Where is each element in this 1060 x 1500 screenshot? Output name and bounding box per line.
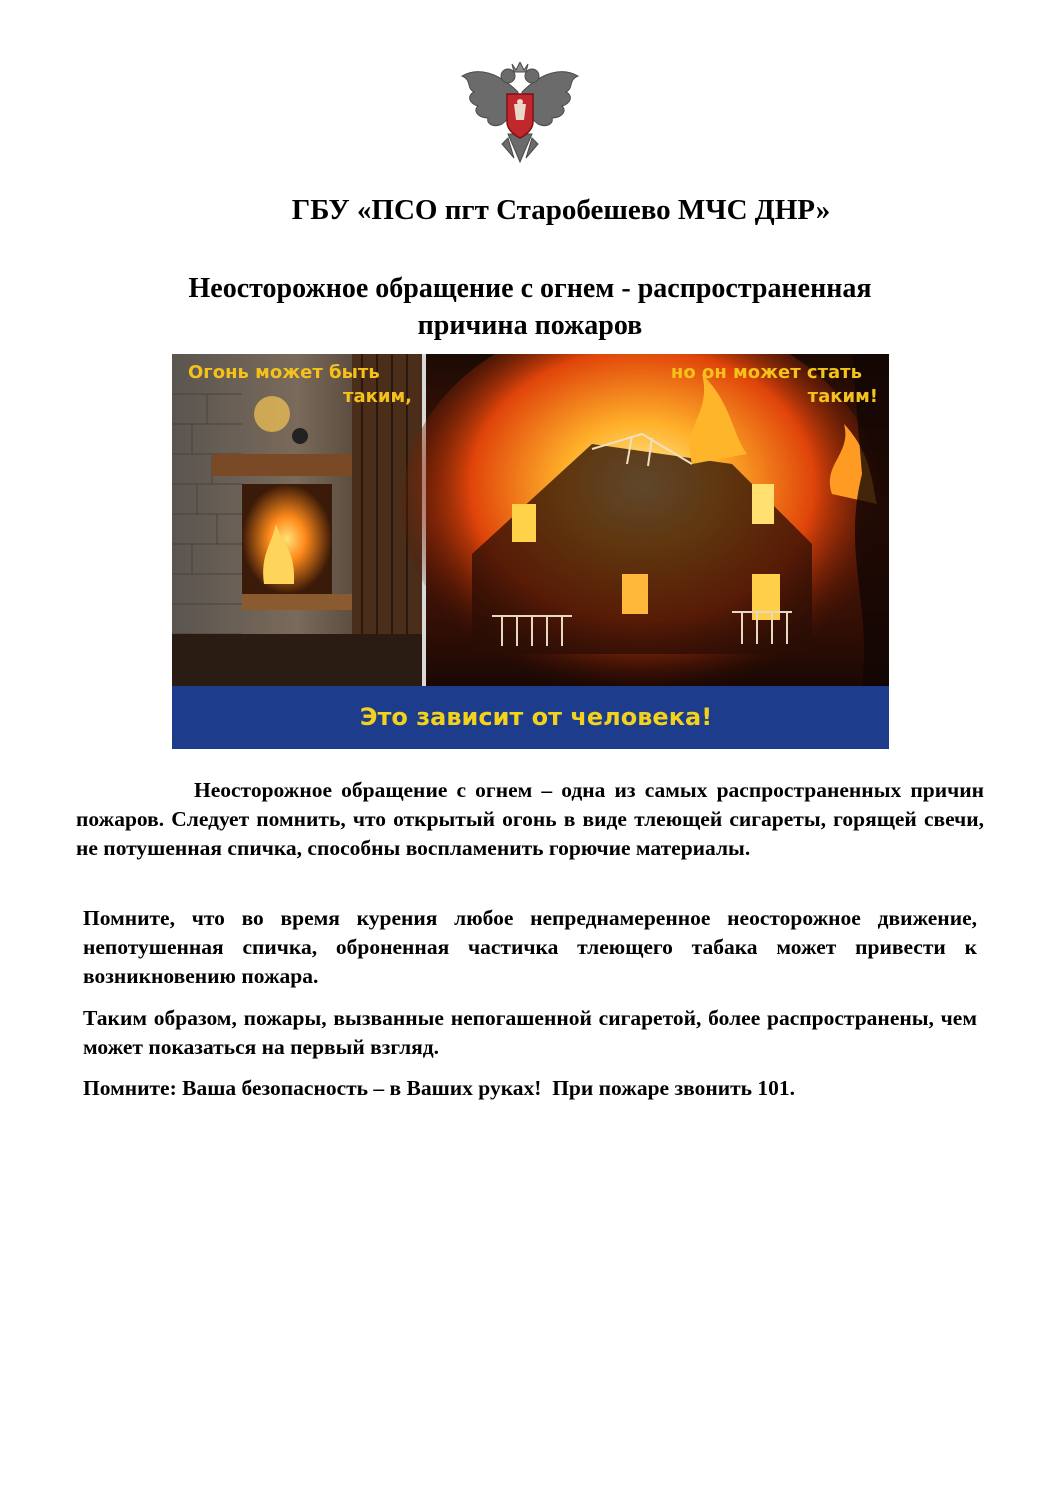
headline-line-1: Неосторожное обращение с огнем - распространенная	[188, 273, 872, 304]
left-caption-line-2: таким,	[343, 386, 412, 407]
organization-title: ГБУ «ПСО пгт Старобешево МЧС ДНР»	[291, 194, 831, 226]
headline-line-2: причина пожаров	[417, 310, 643, 341]
paragraph-4	[83, 1074, 977, 1103]
coat-of-arms-emblem-icon	[458, 62, 582, 166]
paragraph-3: Таким образом, пожары, вызванные непогашенной сигаретой, более распространены, чем может показаться на первый взгляд.	[83, 1006, 977, 1059]
page-headline	[100, 270, 960, 344]
right-caption-line-2: таким!	[807, 386, 878, 407]
fire-safety-poster	[172, 354, 889, 749]
emergency-number-note: При пожаре звонить 101.	[552, 1076, 796, 1100]
left-caption-line-1: Огонь может быть	[188, 362, 380, 383]
paragraph-2: Помните, что во время курения любое непреднамеренное неосторожное движение, непотушенная спичка, оброненная частичка тлеющего табака может привести к возникновению пожара.	[83, 906, 977, 988]
safety-reminder: Помните: Ваша безопасность – в Ваших руках!	[83, 1076, 542, 1100]
right-caption-line-1: но он может стать	[670, 362, 862, 383]
banner-slogan: Это зависит от человека!	[359, 703, 713, 731]
paragraph-1: Неосторожное обращение с огнем – одна из самых распространенных причин пожаров. Следует помнить, что открытый огонь в виде тлеющей сигареты, горящей свечи, не потушенная спичка, способны воспламенить горючие материалы.	[76, 778, 984, 860]
